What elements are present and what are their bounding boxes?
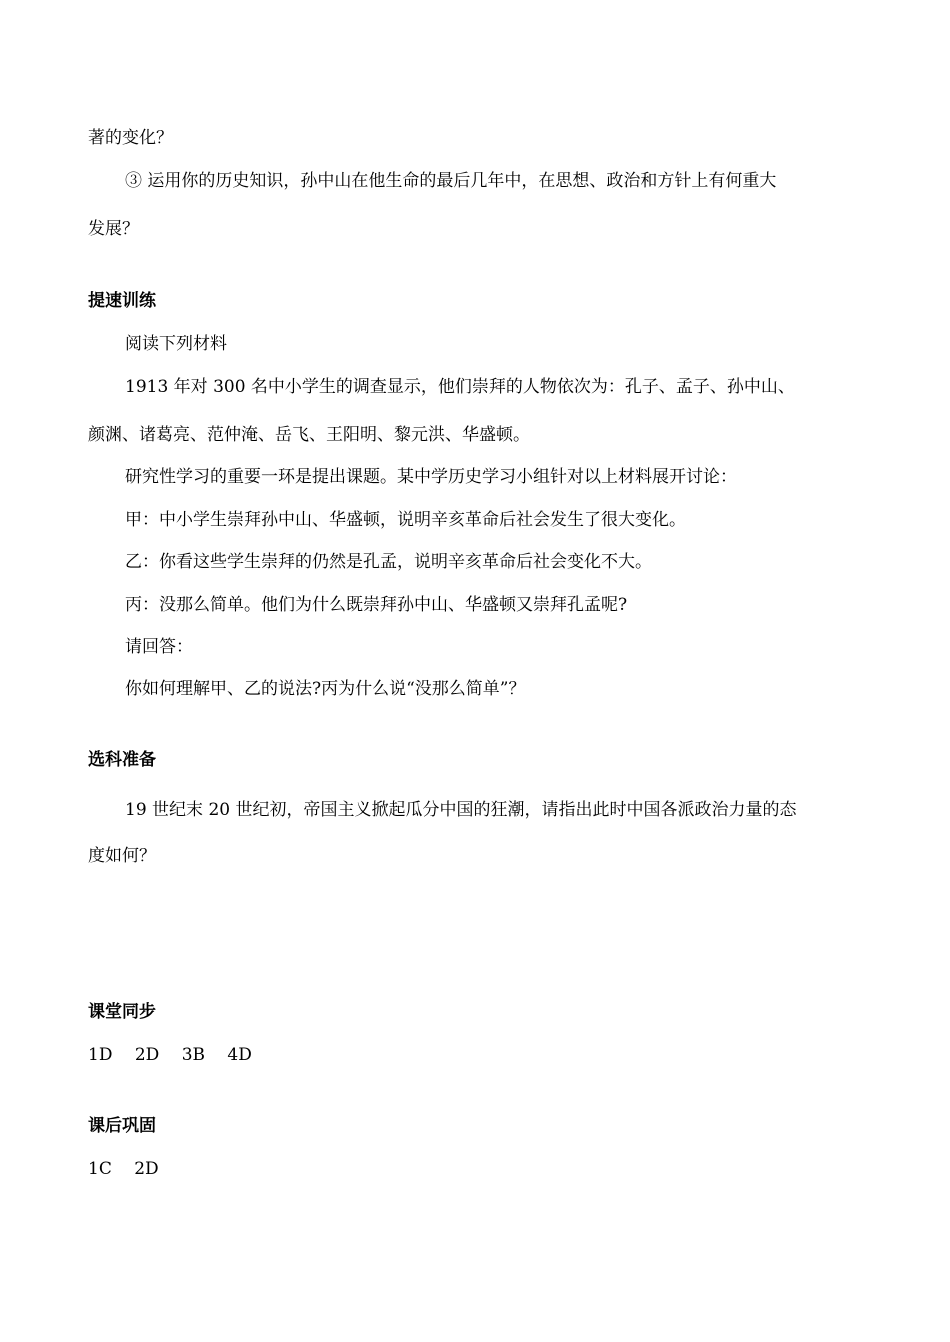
material-line-2: 颜渊、诸葛亮、范仲淹、岳飞、王阳明、黎元洪、华盛顿。 — [88, 425, 530, 445]
answer-prompt: 请回答： — [125, 637, 193, 657]
question-3-line-2: 发展？ — [88, 219, 139, 239]
yi-statement: 乙：你看这些学生崇拜的仍然是孔孟，说明辛亥革命后社会变化不大。 — [125, 552, 652, 572]
speed-training-question: 你如何理解甲、乙的说法?丙为什么说“没那么简单”？ — [125, 679, 526, 699]
speed-training-heading: 提速训练 — [88, 291, 156, 311]
study-line: 研究性学习的重要一环是提出课题。某中学历史学习小组针对以上材料展开讨论： — [125, 467, 737, 487]
material-line-1: 1913 年对 300 名中小学生的调查显示，他们崇拜的人物依次为：孔子、孟子、孙中山、 — [125, 377, 795, 397]
jia-statement: 甲：中小学生崇拜孙中山、华盛顿，说明辛亥革命后社会发生了很大变化。 — [125, 510, 686, 530]
intro-continuation: 著的变化？ — [88, 128, 173, 148]
subject-prep-line-1: 19 世纪末 20 世纪初，帝国主义掀起瓜分中国的狂潮，请指出此时中国各派政治力量的态 — [125, 800, 797, 820]
after-class-heading: 课后巩固 — [88, 1116, 156, 1136]
after-class-answers: 1C 2D — [88, 1159, 159, 1179]
read-prompt: 阅读下列材料 — [125, 334, 227, 354]
class-sync-heading: 课堂同步 — [88, 1002, 156, 1022]
subject-prep-heading: 选科准备 — [88, 750, 156, 770]
class-sync-answers: 1D 2D 3B 4D — [88, 1045, 252, 1065]
question-3-line-1: ③ 运用你的历史知识，孙中山在他生命的最后几年中，在思想、政治和方针上有何重大 — [125, 171, 777, 191]
bing-statement: 丙：没那么简单。他们为什么既崇拜孙中山、华盛顿又崇拜孔孟呢? — [125, 595, 628, 615]
subject-prep-line-2: 度如何？ — [88, 846, 156, 866]
